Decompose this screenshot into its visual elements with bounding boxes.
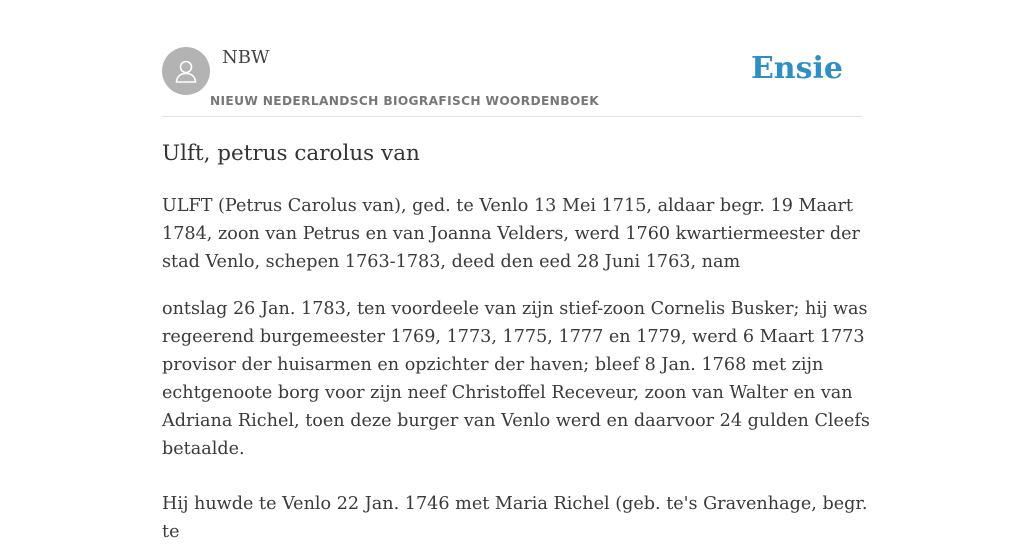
article-paragraph: ontslag 26 Jan. 1783, ten voordeele van zijn stief-zoon Cornelis Busker; hij was regeerend burgemeester 1769, 1773, 1775, 1777 en 1779, werd 6 Maart 1773 provisor der huisarmen en opzichter der haven; bleef 8 Jan. 1768 met zijn echtgenoote borg voor zijn neef Christoffel Receveur, zoon van Walter en van Adriana Richel, toen deze burger van Venlo werd en daarvoor 24 gulden Cleefs betaalde. <box>162 299 870 459</box>
article-paragraph: Hij huwde te Venlo 22 Jan. 1746 met Maria Richel (geb. te's Gravenhage, begr. te <box>162 494 868 542</box>
article-paragraph: ULFT (Petrus Carolus van), ged. te Venlo 13 Mei 1715, aldaar begr. 19 Maart 1784, zoon van Petrus en van Joanna Velders, werd 1760 kwartiermeester der stad Venlo, schepen 1763-1783, deed den eed 28 Juni 1763, nam <box>162 196 860 272</box>
avatar[interactable] <box>162 47 210 95</box>
user-icon <box>172 57 200 85</box>
article-title: Ulft, petrus carolus van <box>162 141 420 166</box>
source-header <box>162 0 862 117</box>
source-subtitle: NIEUW NEDERLANDSCH BIOGRAFISCH WOORDENBOEK <box>210 94 600 108</box>
source-name[interactable]: NBW <box>222 47 270 68</box>
article-page <box>162 0 870 542</box>
brand-logo[interactable]: Ensie <box>750 51 843 86</box>
